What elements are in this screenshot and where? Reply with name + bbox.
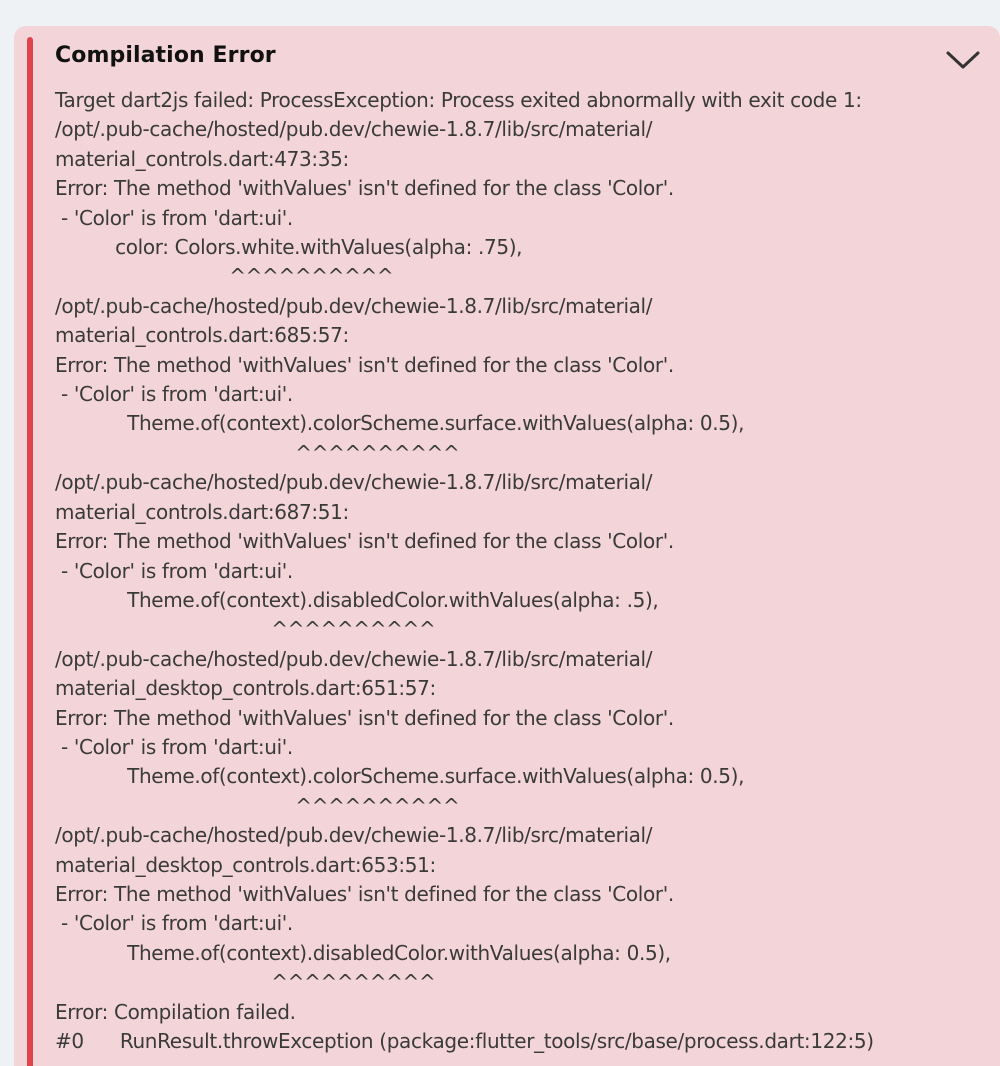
log-line: #0 RunResult.throwException (package:flutter_tools/src/base/process.dart:122:5) (55, 1029, 874, 1053)
log-line: Theme.of(context).colorScheme.surface.withValues(alpha: 0.5), (55, 764, 745, 789)
log-line: ^^^^^^^^^^ (55, 617, 436, 642)
log-line: material_desktop_controls.dart:651:57: (55, 676, 436, 701)
log-line: ^^^^^^^^^^ (55, 264, 394, 289)
log-line: /opt/.pub-cache/hosted/pub.dev/chewie-1.8.7/lib/src/material/ (55, 823, 653, 848)
log-line: Theme.of(context).disabledColor.withValues(alpha: 0.5), (55, 940, 671, 965)
log-line: Error: The method 'withValues' isn't defined for the class 'Color'. (55, 352, 674, 377)
log-line: - 'Color' is from 'dart:ui'. (55, 205, 293, 230)
log-line: ^^^^^^^^^^ (55, 970, 436, 995)
log-line: Error: Compilation failed. (55, 999, 296, 1024)
log-line: - 'Color' is from 'dart:ui'. (55, 734, 293, 759)
log-line: /opt/.pub-cache/hosted/pub.dev/chewie-1.8.7/lib/src/material/ (55, 470, 653, 495)
log-line: /opt/.pub-cache/hosted/pub.dev/chewie-1.8.7/lib/src/material/ (55, 293, 653, 318)
log-line: material_controls.dart:685:57: (55, 323, 349, 348)
chevron-down-icon[interactable] (944, 44, 982, 74)
log-line: - 'Color' is from 'dart:ui'. (55, 558, 293, 583)
log-line: - 'Color' is from 'dart:ui'. (55, 382, 293, 407)
error-log (55, 86, 1000, 1056)
log-line: Error: The method 'withValues' isn't defined for the class 'Color'. (55, 176, 674, 201)
error-accent-bar (27, 37, 33, 1066)
log-line: Error: The method 'withValues' isn't defined for the class 'Color'. (55, 881, 674, 906)
log-line: color: Colors.white.withValues(alpha: .75), (55, 235, 523, 260)
log-line: ^^^^^^^^^^ (55, 793, 460, 818)
log-line: Error: The method 'withValues' isn't defined for the class 'Color'. (55, 705, 674, 730)
log-line: - 'Color' is from 'dart:ui'. (55, 911, 293, 936)
log-line: Error: The method 'withValues' isn't defined for the class 'Color'. (55, 529, 674, 554)
log-line: Target dart2js failed: ProcessException: Process exited abnormally with exit code 1: (55, 88, 862, 112)
log-line: material_controls.dart:687:51: (55, 499, 349, 524)
panel-title: Compilation Error (55, 43, 276, 68)
log-line: material_desktop_controls.dart:653:51: (55, 852, 436, 877)
log-line: /opt/.pub-cache/hosted/pub.dev/chewie-1.8.7/lib/src/material/ (55, 117, 653, 142)
compilation-error-panel (14, 26, 1000, 1066)
log-line: Theme.of(context).disabledColor.withValues(alpha: .5), (55, 587, 659, 612)
log-line: /opt/.pub-cache/hosted/pub.dev/chewie-1.8.7/lib/src/material/ (55, 646, 653, 671)
log-line: Theme.of(context).colorScheme.surface.withValues(alpha: 0.5), (55, 411, 745, 436)
log-line: material_controls.dart:473:35: (55, 146, 349, 171)
log-line: ^^^^^^^^^^ (55, 440, 460, 465)
